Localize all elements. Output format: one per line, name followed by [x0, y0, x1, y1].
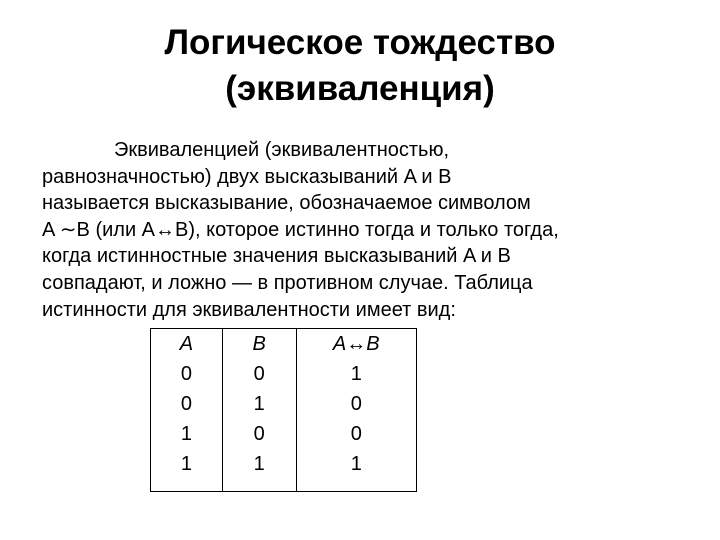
paragraph-line: Эквиваленцией (эквивалентностью,: [114, 139, 449, 161]
table-row: [151, 359, 417, 389]
table-row: [151, 449, 417, 492]
cell-result: 1: [296, 449, 416, 492]
paragraph-line: называется высказывание, обозначаемое символом: [42, 192, 531, 215]
header-b: B: [222, 329, 296, 360]
truth-table-header-row: [151, 329, 417, 360]
table-row: [151, 389, 417, 419]
cell-result: 0: [296, 389, 416, 419]
title-line-2: (эквиваленция): [225, 69, 495, 108]
cell-a: 1: [151, 419, 223, 449]
cell-b: 1: [222, 449, 296, 492]
cell-b: 1: [222, 389, 296, 419]
paragraph-line: истинности для эквивалентности имеет вид:: [42, 298, 456, 321]
paragraph-line: равнозначностью) двух высказываний A и B: [42, 165, 452, 188]
cell-result: 1: [296, 359, 416, 389]
cell-a: 1: [151, 449, 223, 492]
paragraph-line: A ∼B (или A↔B), которое истинно тогда и только тогда,: [42, 218, 559, 241]
header-a: A: [151, 329, 223, 360]
cell-a: 0: [151, 389, 223, 419]
cell-a: 0: [151, 359, 223, 389]
cell-result: 0: [296, 419, 416, 449]
slide-title: [0, 20, 720, 112]
title-line-1: Логическое тождество: [164, 23, 556, 62]
definition-paragraph: [42, 137, 712, 323]
table-row: [151, 419, 417, 449]
paragraph-line: совпадают, и ложно — в противном случае. Таблица: [42, 271, 533, 294]
truth-table: [150, 328, 417, 492]
header-equivalence: A↔B: [296, 329, 416, 360]
paragraph-line: когда истинностные значения высказываний A и B: [42, 245, 511, 268]
cell-b: 0: [222, 359, 296, 389]
cell-b: 0: [222, 419, 296, 449]
